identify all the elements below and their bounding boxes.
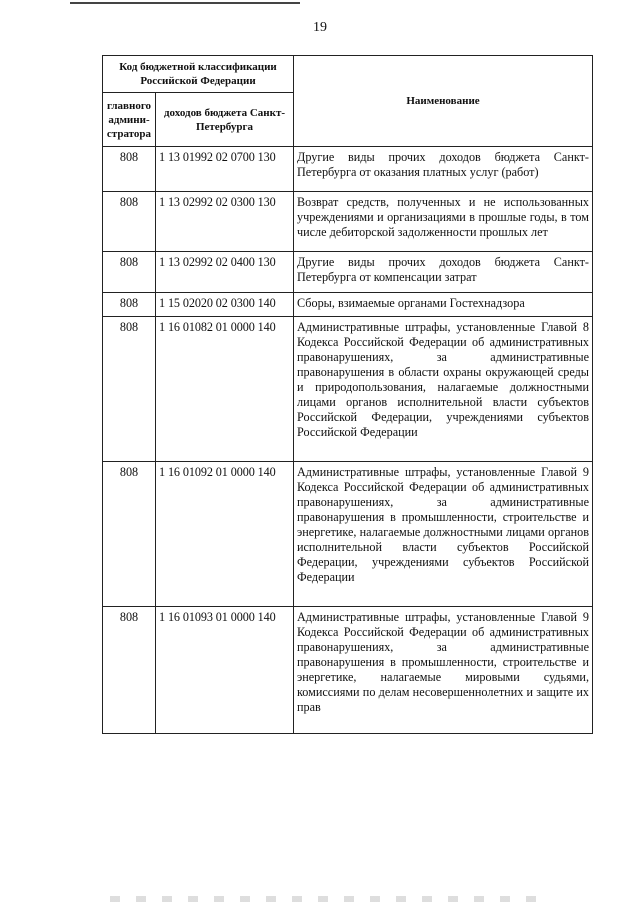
table-row: [103, 192, 593, 252]
name-cell: Возврат средств, полученных и не использованных учреждениями и организациями в прошлые годы, в том числе дебиторской задолженности прошлых лет: [294, 192, 593, 252]
admin-code-cell: 808: [103, 607, 156, 734]
revenue-code-cell: 1 13 02992 02 0400 130: [156, 252, 294, 293]
revenue-code-cell: 1 16 01092 01 0000 140: [156, 462, 294, 607]
table-body: [103, 147, 593, 734]
admin-code-cell: 808: [103, 462, 156, 607]
revenue-code-cell: 1 13 02992 02 0300 130: [156, 192, 294, 252]
name-cell: Другие виды прочих доходов бюджета Санкт-Петербурга от оказания платных услуг (работ): [294, 147, 593, 192]
table-row: [103, 252, 593, 293]
name-cell: Другие виды прочих доходов бюджета Санкт-Петербурга от компенсации затрат: [294, 252, 593, 293]
table-row: [103, 293, 593, 317]
admin-code-cell: 808: [103, 147, 156, 192]
header-name: Наименование: [294, 56, 593, 147]
revenue-code-cell: 1 16 01082 01 0000 140: [156, 317, 294, 462]
table-row: [103, 607, 593, 734]
admin-code-cell: 808: [103, 317, 156, 462]
budget-classification-table: [102, 55, 593, 734]
page-number: 19: [313, 20, 327, 35]
header-revenue: доходов бюджета Санкт-Петербурга: [156, 93, 294, 147]
name-cell: Сборы, взимаемые органами Гостехнадзора: [294, 293, 593, 317]
admin-code-cell: 808: [103, 192, 156, 252]
table-row: [103, 317, 593, 462]
name-cell: Административные штрафы, установленные Главой 8 Кодекса Российской Федерации об административных правонарушениях, за административные правонарушения в области охраны окружающей среды и природопользования, налагаемые должностными лицами органов исполнительной власти субъектов Российской Федерации, учреждениями субъектов Российской Федерации: [294, 317, 593, 462]
admin-code-cell: 808: [103, 293, 156, 317]
revenue-code-cell: 1 13 01992 02 0700 130: [156, 147, 294, 192]
name-cell: Административные штрафы, установленные Главой 9 Кодекса Российской Федерации об административных правонарушениях, за административные правонарушения в промышленности, строительстве и энергетике, налагаемые мировыми судьями, комиссиями по делам несовершеннолетних и защите их прав: [294, 607, 593, 734]
admin-code-cell: 808: [103, 252, 156, 293]
scan-artifact: [110, 896, 550, 902]
header-admin: главного админи-стратора: [103, 93, 156, 147]
revenue-code-cell: 1 16 01093 01 0000 140: [156, 607, 294, 734]
table-row: [103, 147, 593, 192]
name-cell: Административные штрафы, установленные Главой 9 Кодекса Российской Федерации об административных правонарушениях, за административные правонарушения в промышленности, строительстве и энергетике, налагаемые должностными лицами органов исполнительной власти субъектов Российской Федерации, учреждениями субъектов Российской Федерации: [294, 462, 593, 607]
top-rule: [70, 2, 300, 4]
header-classification-code: Код бюджетной классификации Российской Федерации: [103, 56, 294, 93]
table-row: [103, 462, 593, 607]
revenue-code-cell: 1 15 02020 02 0300 140: [156, 293, 294, 317]
